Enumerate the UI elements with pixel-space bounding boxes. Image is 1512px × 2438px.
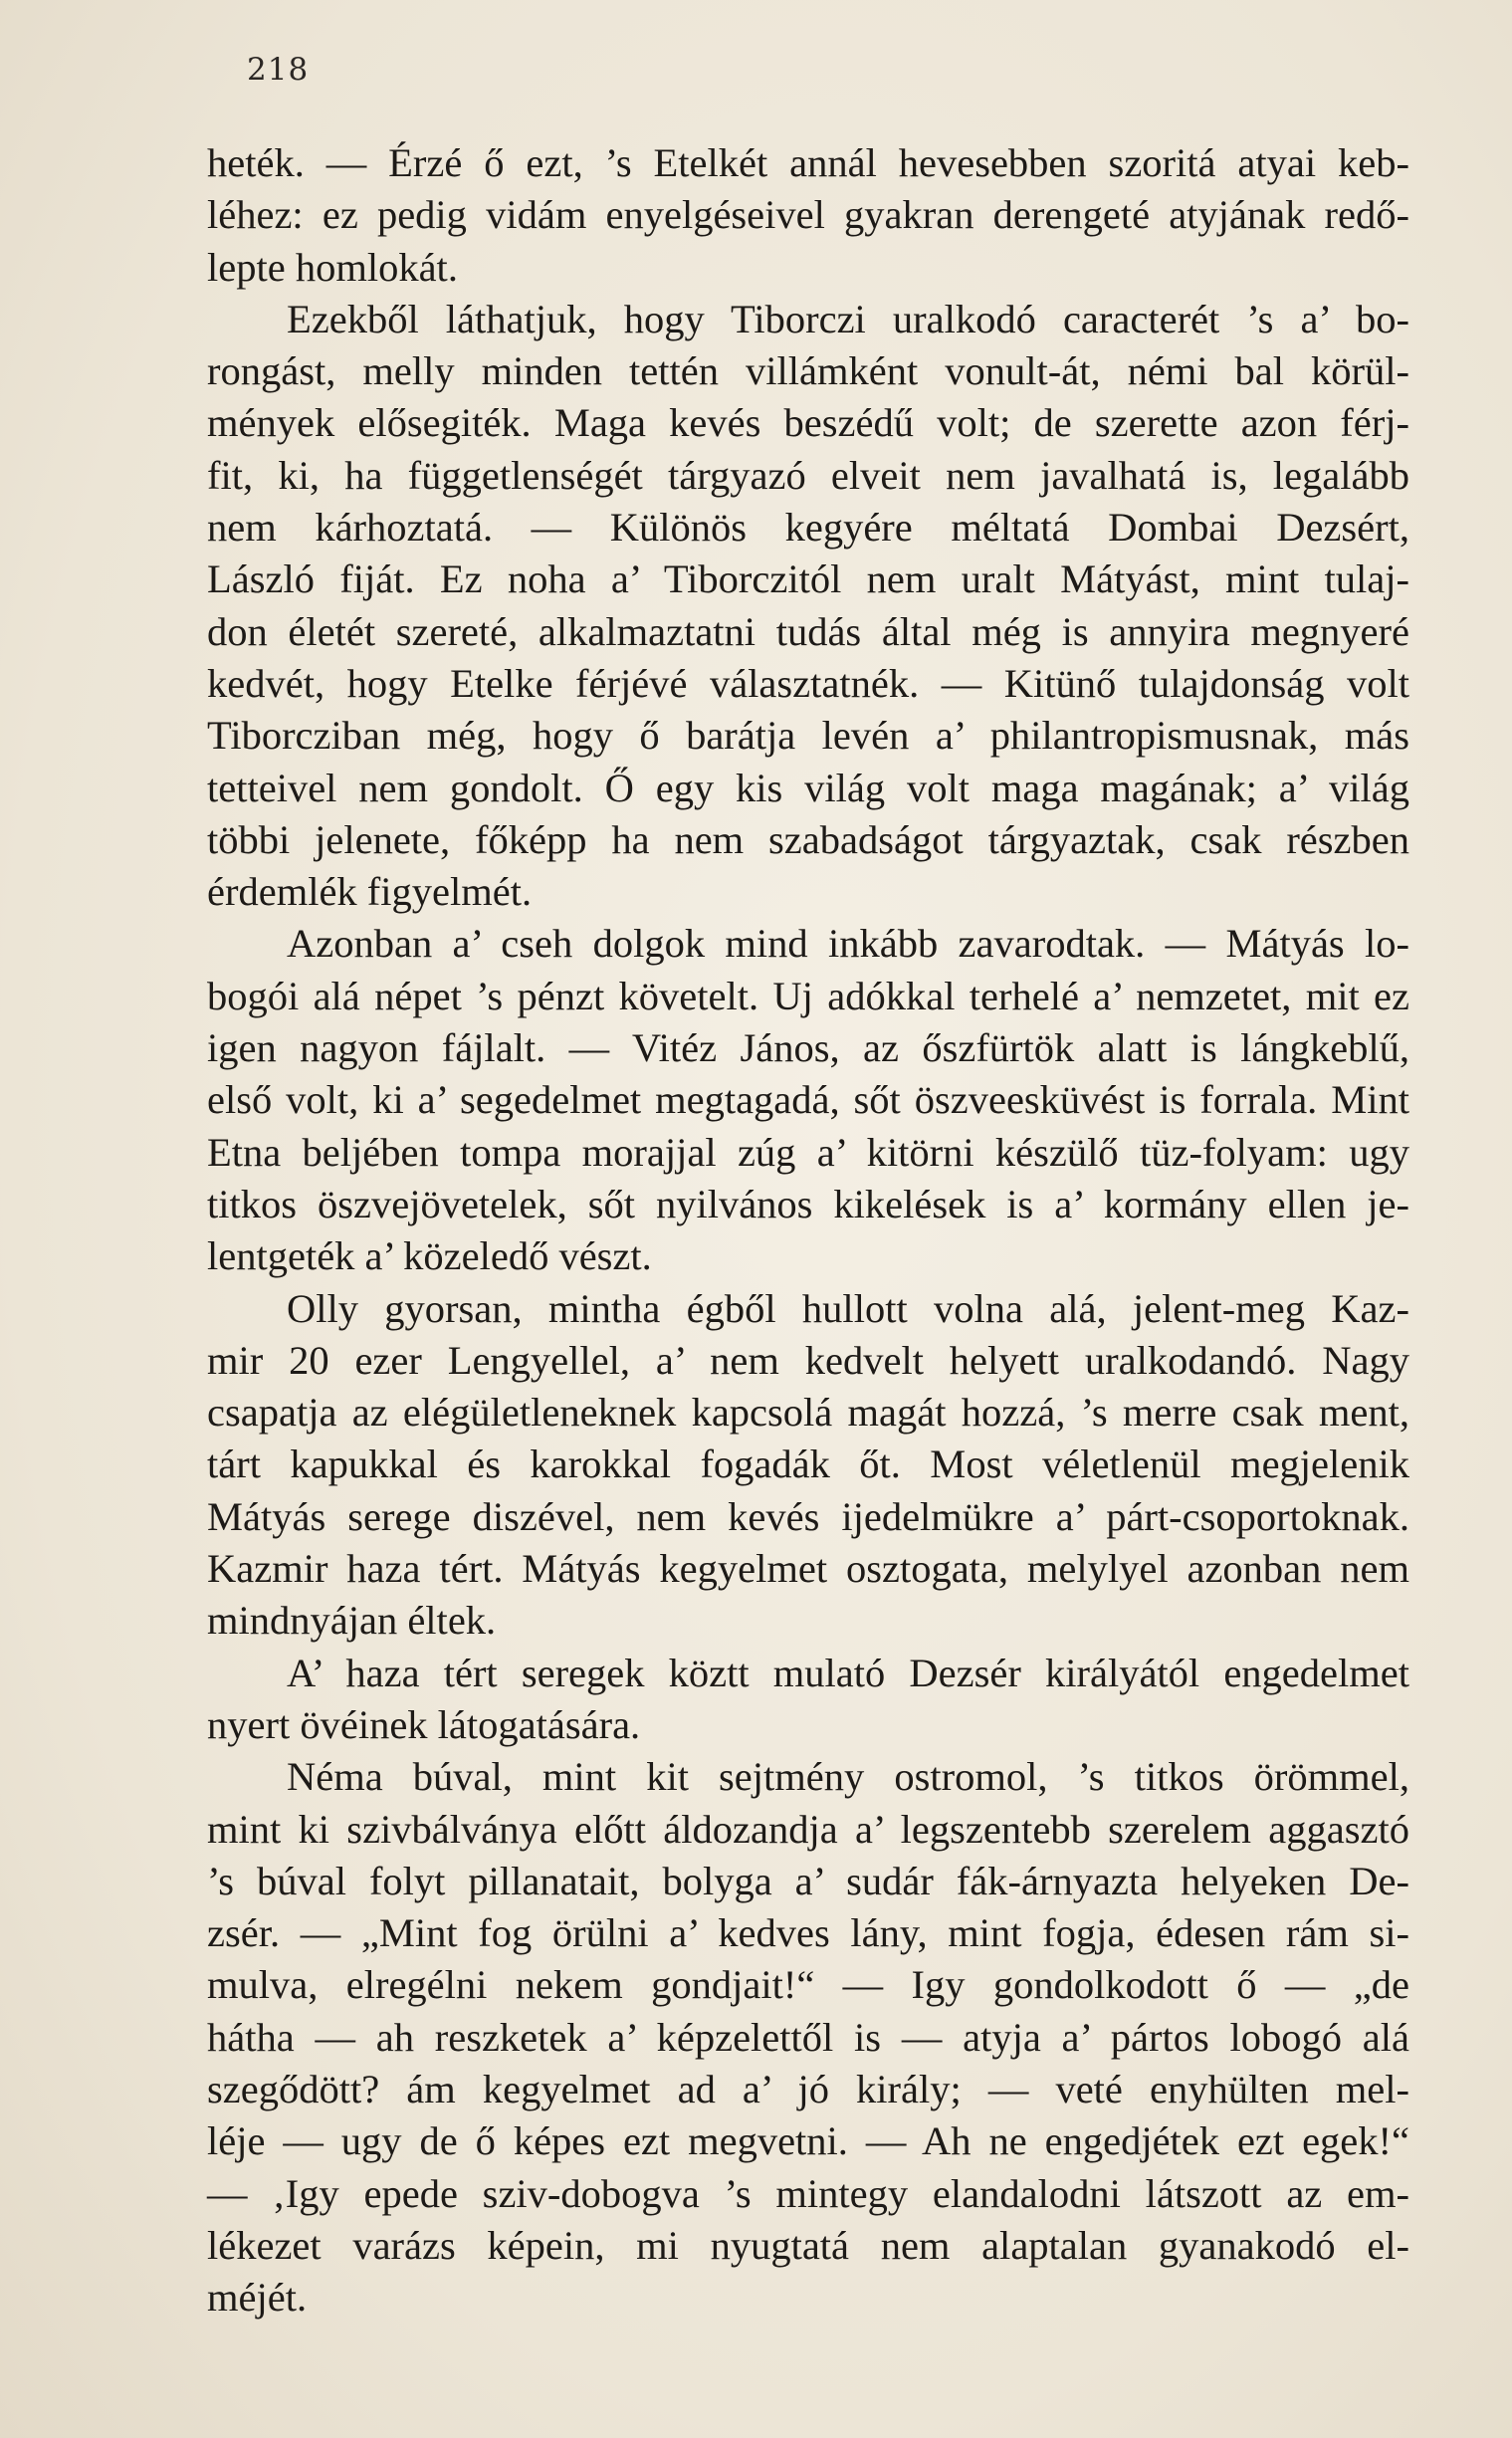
text-line: fit, ki, ha függetlenségét tárgyazó elveit nem javalhatá is, legalább xyxy=(207,452,1409,498)
text-line: Kazmir haza tért. Mátyás kegyelmet osztogata, melylyel azonban nem xyxy=(207,1546,1409,1592)
text-line: nyert övéinek látogatására. xyxy=(207,1701,641,1747)
text-line: csapatja az elégületleneknek kapcsolá magát hozzá, ’s merre csak ment, xyxy=(207,1390,1409,1436)
text-line: méjét. xyxy=(207,2275,308,2321)
text-line: tetteivel nem gondolt. Ő egy kis világ volt maga magának; a’ világ xyxy=(207,765,1409,810)
text-line: don életét szereté, alkalmaztatni tudás által még is annyira megnyeré xyxy=(207,608,1409,654)
paragraph xyxy=(207,294,1409,919)
text-line: lékezet varázs képein, mi nyugtatá nem alaptalan gyanakodó el- xyxy=(207,2222,1409,2268)
text-line: rongást, melly minden tettén villámként vonult-át, némi bal körül- xyxy=(207,348,1409,394)
text-line: — ‚Igy epede sziv-dobogva ’s mintegy elandalodni látszott az em- xyxy=(207,2170,1409,2216)
text-line: igen nagyon fájlalt. — Vitéz János, az őszfürtök alatt is lángkeblű, xyxy=(207,1025,1409,1071)
paragraph xyxy=(207,918,1409,1282)
text-line: léhez: ez pedig vidám enyelgéseivel gyakran derengeté atyjának redő- xyxy=(207,192,1409,238)
text-line: Olly gyorsan, mintha égből hullott volna alá, jelent-meg Kaz- xyxy=(287,1285,1409,1331)
text-line: mények elősegiték. Maga kevés beszédű volt; de szerette azon férj- xyxy=(207,400,1409,446)
text-line: Mátyás serege diszével, nem kevés ijedelmükre a’ párt-csoportoknak. xyxy=(207,1493,1409,1539)
text-line: első volt, ki a’ segedelmet megtagadá, sőt öszveesküvést is forrala. Mint xyxy=(207,1077,1409,1123)
text-line: heték. — Érzé ő ezt, ’s Etelkét annál hevesebben szoritá atyai keb- xyxy=(207,140,1409,185)
text-line: kedvét, hogy Etelke férjévé választatnék. — Kitünő tulajdonság volt xyxy=(207,660,1409,706)
text-line: hátha — ah reszketek a’ képzelettől is — atyja a’ pártos lobogó alá xyxy=(207,2014,1409,2060)
text-line: lepte homlokát. xyxy=(207,244,458,290)
text-line: Ezekből láthatjuk, hogy Tiborczi uralkodó caracterét ’s a’ bo- xyxy=(287,296,1409,341)
text-line: ’s búval folyt pillanatait, bolyga a’ sudár fák-árnyazta helyeken De- xyxy=(207,1858,1409,1903)
text-line: mulva, elregélni nekem gondjait!“ — Igy gondolkodott ő — „de xyxy=(207,1962,1409,2008)
paragraph xyxy=(207,1751,1409,2324)
text-line: mint ki szivbálványa előtt áldozandja a’ legszentebb szerelem aggasztó xyxy=(207,1806,1409,1852)
text-line: tárt kapukkal és karokkal fogadák őt. Most véletlenül megjelenik xyxy=(207,1441,1409,1487)
text-line: bogói alá népet ’s pénzt követelt. Uj adókkal terhelé a’ nemzetet, mit ez xyxy=(207,973,1409,1018)
text-line: Néma búval, mint kit sejtmény ostromol, ’s titkos örömmel, xyxy=(287,1754,1409,1800)
paragraph xyxy=(207,1648,1409,1752)
text-line: mindnyájan éltek. xyxy=(207,1598,497,1644)
text-line: szegődött? ám kegyelmet ad a’ jó király; — veté enyhülten mel- xyxy=(207,2066,1409,2111)
page-number: 218 xyxy=(247,52,310,88)
text-line: léje — ugy de ő képes ezt megvetni. — Ah ne engedjétek ezt egek!“ xyxy=(207,2118,1409,2164)
text-line: mir 20 ezer Lengyellel, a’ nem kedvelt helyett uralkodandó. Nagy xyxy=(207,1337,1409,1383)
text-line: A’ haza tért seregek köztt mulató Dezsér királyától engedelmet xyxy=(287,1650,1409,1695)
text-line: Azonban a’ cseh dolgok mind inkább zavarodtak. — Mátyás lo- xyxy=(287,921,1409,967)
text-line: lentgeték a’ közeledő vészt. xyxy=(207,1233,652,1279)
text-line: érdemlék figyelmét. xyxy=(207,869,533,915)
paragraph xyxy=(207,137,1409,294)
text-line: többi jelenete, főképp ha nem szabadságot tárgyaztak, csak részben xyxy=(207,816,1409,862)
text-line: nem kárhoztatá. — Különös kegyére méltatá Dombai Dezsért, xyxy=(207,505,1409,551)
text-line: Tiborcziban még, hogy ő barátja levén a’ philantropismusnak, más xyxy=(207,713,1409,759)
body-text xyxy=(207,137,1409,2324)
text-line: titkos öszvejövetelek, sőt nyilvános kikelések is a’ kormány ellen je- xyxy=(207,1181,1409,1226)
paragraph xyxy=(207,1283,1409,1648)
text-line: László fiját. Ez noha a’ Tiborczitól nem uralt Mátyást, mint tulaj- xyxy=(207,556,1409,602)
text-line: zsér. — „Mint fog örülni a’ kedves lány, mint fogja, édesen rám si- xyxy=(207,1910,1409,1956)
text-line: Etna beljében tompa morajjal zúg a’ kitörni készülő tüz-folyam: ugy xyxy=(207,1129,1409,1175)
